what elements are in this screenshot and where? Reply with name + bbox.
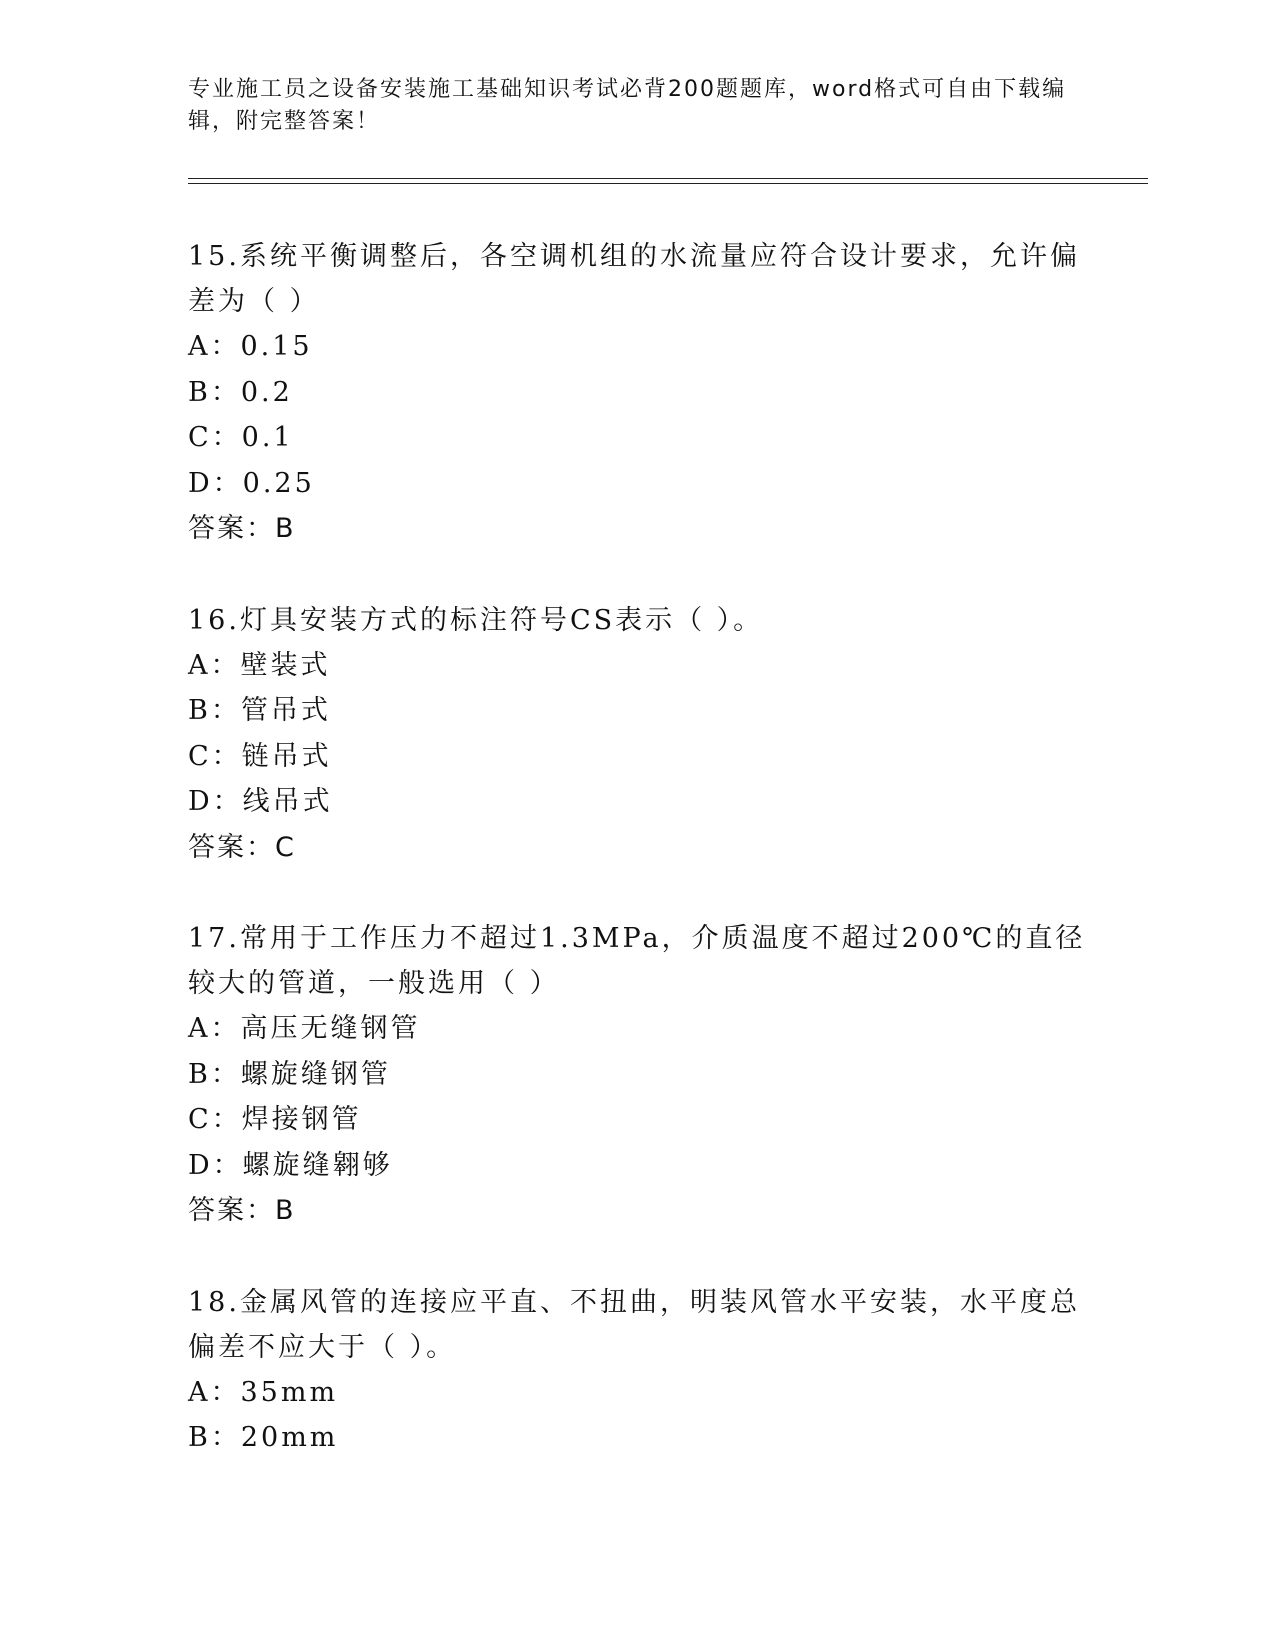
question-15 [188,234,1088,552]
header-divider-bottom [188,183,1148,184]
option-a: A：壁装式 [188,649,331,681]
question-stem: 16.灯具安装方式的标注符号CS表示（ ）。 [188,604,764,636]
option-a: A：0.15 [188,331,313,362]
question-stem: 15.系统平衡调整后，各空调机组的水流量应符合设计要求，允许偏差为（ ） [188,241,1080,317]
question-stem: 17.常用于工作压力不超过1.3MPa，介质温度不超过200℃的直径较大的管道，一般选用（ ） [188,923,1086,999]
answer: 答案：B [188,513,296,544]
question-list [188,234,1088,1507]
answer: 答案：C [188,831,296,863]
option-b: B：0.2 [188,376,293,408]
option-b: B：螺旋缝钢管 [188,1058,391,1090]
option-c: C：焊接钢管 [188,1104,362,1135]
option-b: B：20mm [188,1422,339,1453]
option-d: D：0.25 [188,467,315,499]
option-a: A：35mm [188,1376,339,1408]
option-c: C：链吊式 [188,740,332,772]
question-18 [188,1280,1088,1461]
option-d: D：螺旋缝翱够 [188,1149,393,1181]
option-b: B：管吊式 [188,695,331,726]
document-header: 专业施工员之设备安装施工基础知识考试必背200题题库，word格式可自由下载编辑，附完整答案！ [188,77,1067,134]
question-stem: 18.金属风管的连接应平直、不扭曲，明装风管水平安装，水平度总偏差不应大于（ ）。 [188,1286,1080,1363]
question-16 [188,598,1088,871]
option-a: A：高压无缝钢管 [188,1013,421,1044]
question-17 [188,916,1088,1234]
answer: 答案：B [188,1195,296,1226]
option-c: C：0.1 [188,422,294,453]
header-divider-top [188,178,1148,179]
option-d: D：线吊式 [188,786,333,817]
